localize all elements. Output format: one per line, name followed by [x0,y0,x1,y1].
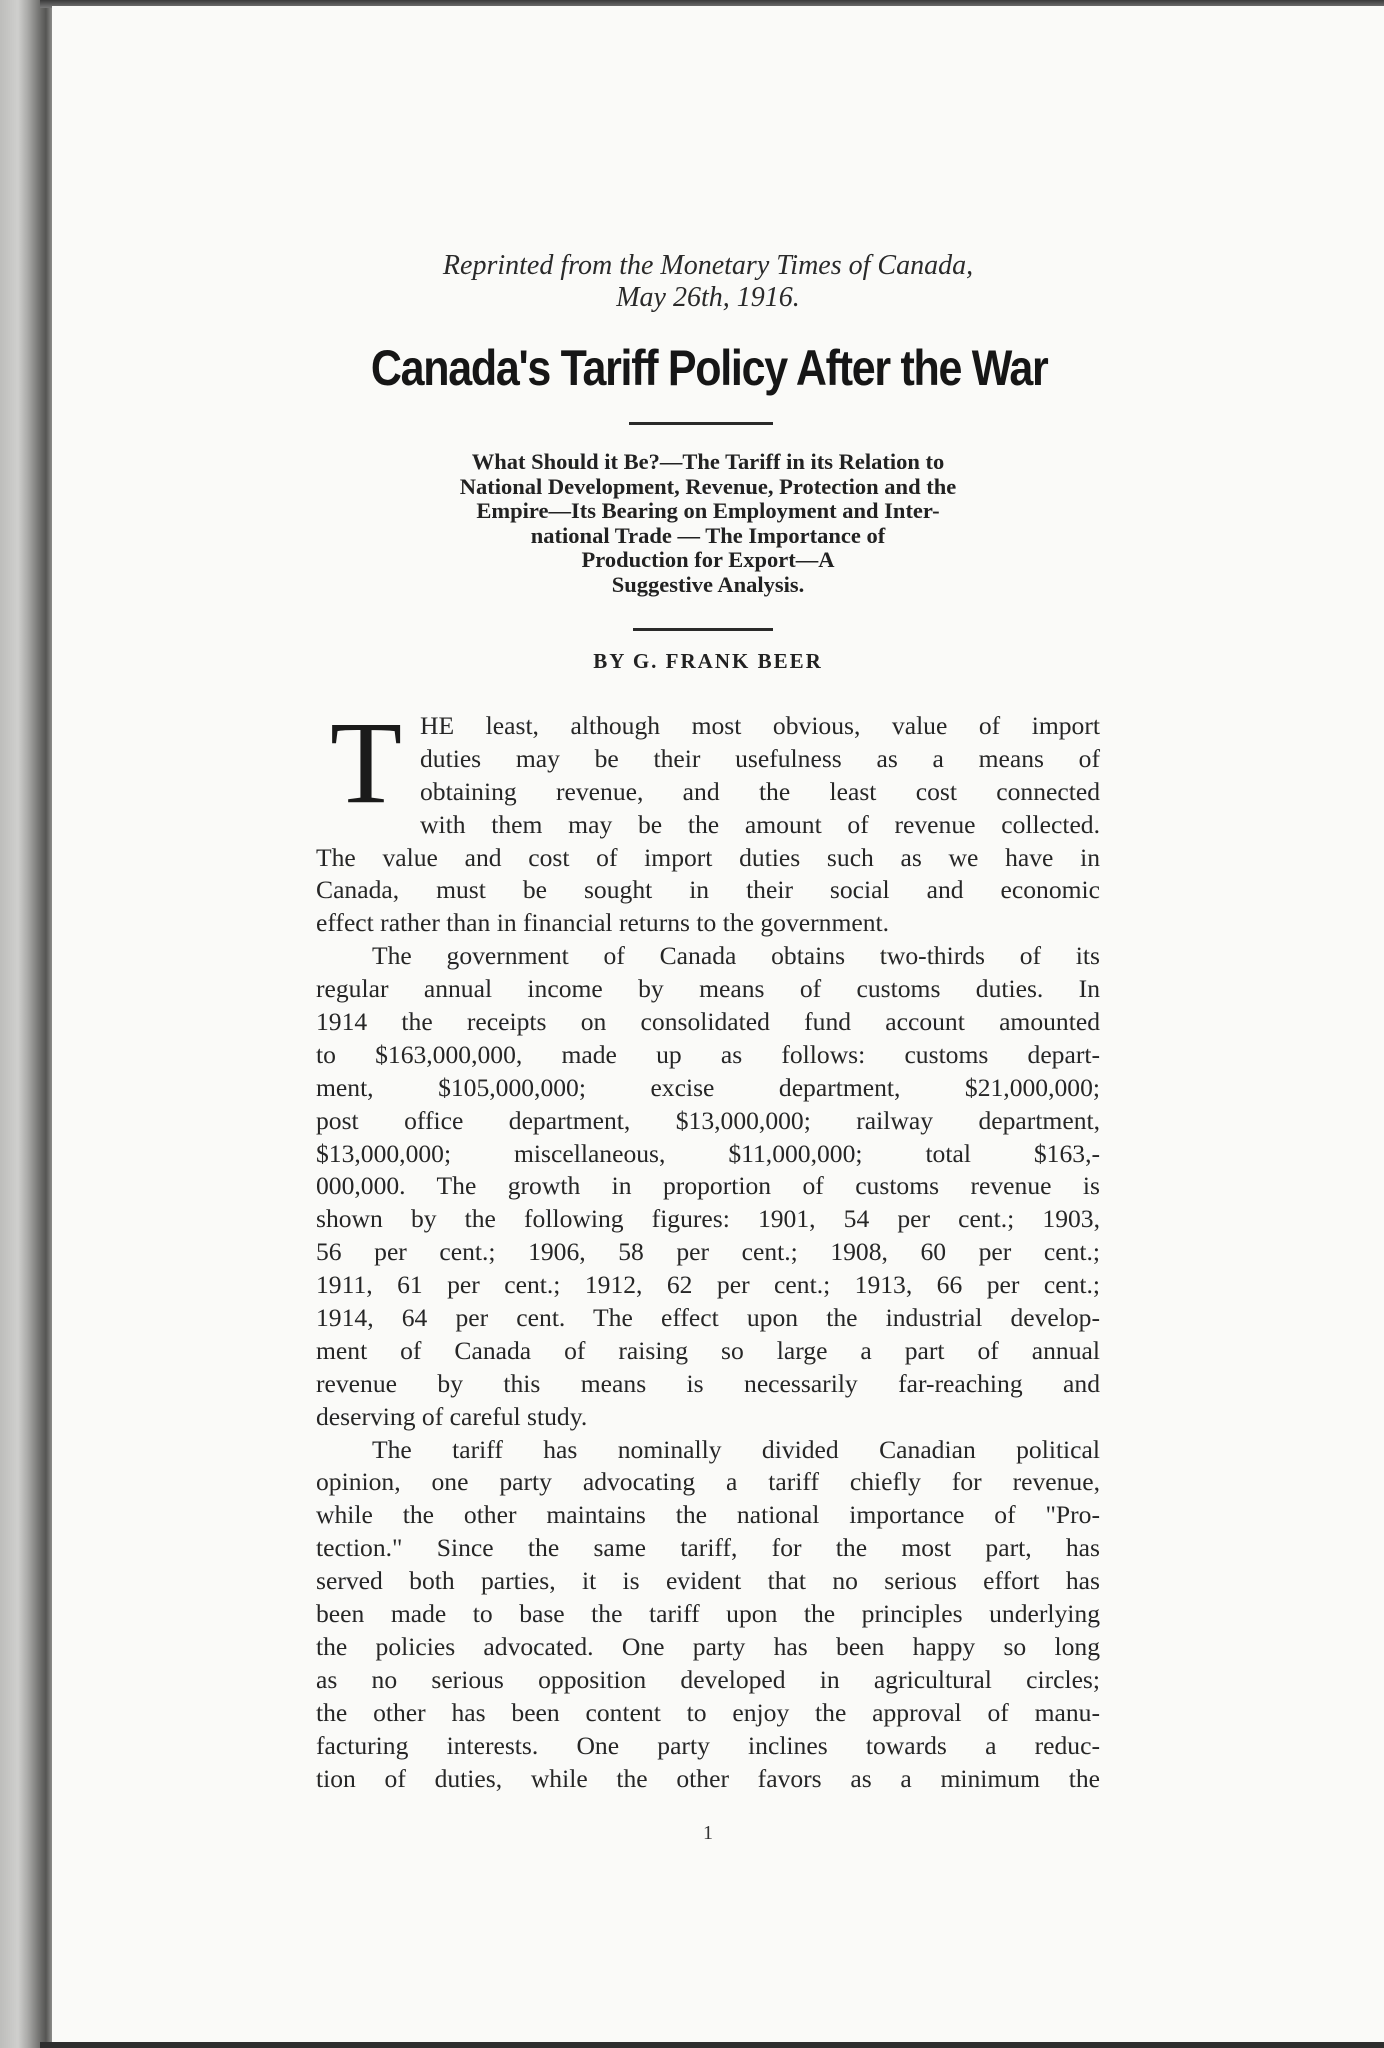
body-line: 1911, 61 per cent.; 1912, 62 per cent.; 1913, 66 per cent.; [316,1270,1100,1300]
body-line: revenue by this means is necessarily far-reaching and [316,1368,1100,1398]
subtitle-line: Suggestive Analysis. [611,571,805,597]
body-line: $13,000,000; miscellaneous, $11,000,000; total $163,- [316,1138,1100,1168]
body-line: The government of Canada obtains two-thirds of its [372,941,1100,971]
body-line: 1914 the receipts on consolidated fund account amounted [316,1007,1100,1037]
body-line: tection." Since the same tariff, for the most part, has [316,1533,1100,1563]
subtitle-line: National Development, Revenue, Protection and the [459,473,957,499]
body-line: facturing interests. One party inclines towards a reduc- [316,1730,1100,1760]
article-subtitle [316,450,1100,598]
body-line: 000,000. The growth in proportion of customs revenue is [316,1171,1100,1201]
body-line: ment of Canada of raising so large a part of annual [316,1335,1100,1365]
body-line: obtaining revenue, and the least cost connected [420,776,1100,806]
drop-cap: T [330,697,403,828]
subtitle-line: Production for Export—A [581,547,835,573]
page-bottom-edge [40,2042,1384,2048]
body-line: with them may be the amount of revenue collected. [420,809,1100,839]
article-title: Canada's Tariff Policy After the War [370,340,1048,396]
body-line: 1914, 64 per cent. The effect upon the industrial develop- [316,1303,1100,1333]
reprint-notice [316,250,1100,314]
subtitle-line: What Should it Be?—The Tariff in its Relation to [471,449,945,474]
author-byline: BY G. FRANK BEER [593,649,823,673]
body-line: Canada, must be sought in their social and economic [316,875,1100,905]
body-line: the policies advocated. One party has been happy so long [316,1631,1100,1661]
body-line: shown by the following figures: 1901, 54 per cent.; 1903, [316,1204,1100,1234]
body-line: effect rather than in financial returns to the government. [316,908,890,938]
title-divider [629,422,773,425]
body-line: post office department, $13,000,000; railway department, [316,1105,1100,1135]
body-line: the other has been content to enjoy the approval of manu- [316,1697,1100,1727]
article-body [316,697,1100,1795]
body-line: ment, $105,000,000; excise department, $21,000,000; [316,1072,1100,1102]
body-line: The value and cost of import duties such as we have in [316,842,1100,872]
body-line: served both parties, it is evident that no serious effort has [316,1566,1100,1596]
subtitle-line: national Trade — The Importance of [530,522,886,548]
body-line: regular annual income by means of customs duties. In [316,974,1100,1004]
page-number: 1 [703,1822,713,1844]
body-line: deserving of careful study. [316,1401,588,1431]
body-line: 56 per cent.; 1906, 58 per cent.; 1908, 60 per cent.; [316,1237,1100,1267]
body-line: while the other maintains the national importance of "Pro- [316,1500,1100,1530]
body-line: HE least, although most obvious, value of import [420,711,1100,740]
body-line: tion of duties, while the other favors as a minimum the [316,1763,1100,1793]
book-spine-edge [0,0,52,2048]
subtitle-line: Empire—Its Bearing on Employment and Inter- [476,498,940,524]
subtitle-divider [633,628,773,631]
reprint-line-2: May 26th, 1916. [616,282,800,313]
body-line: been made to base the tariff upon the principles underlying [316,1599,1100,1629]
reprint-line-1: Reprinted from the Monetary Times of Canada, [442,250,974,281]
body-line: as no serious opposition developed in agricultural circles; [316,1664,1100,1694]
body-line: The tariff has nominally divided Canadian political [372,1434,1100,1464]
body-line: duties may be their usefulness as a means of [420,743,1100,773]
body-line: opinion, one party advocating a tariff chiefly for revenue, [316,1467,1100,1497]
body-line: to $163,000,000, made up as follows: customs depart- [316,1039,1100,1069]
